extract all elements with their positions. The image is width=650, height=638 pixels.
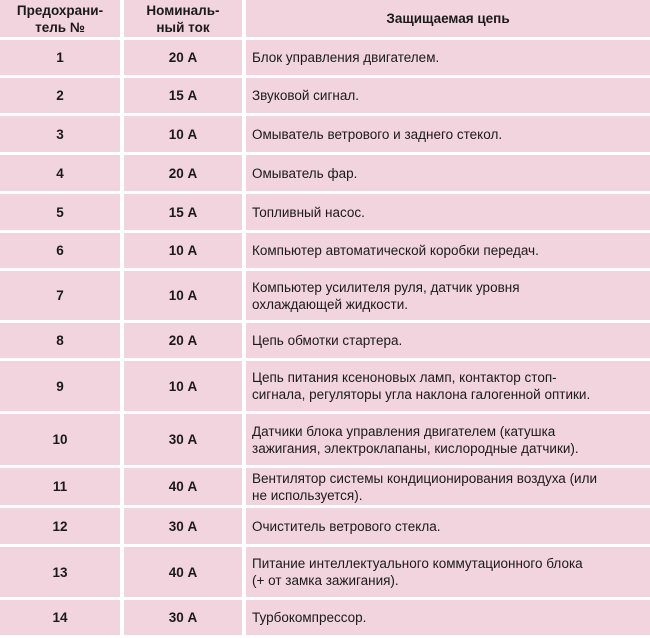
fuse-rating-cell: 40 А — [124, 468, 242, 505]
fuse-number-cell: 7 — [0, 271, 120, 320]
header-fuse-number — [0, 0, 120, 37]
table-row — [0, 414, 650, 465]
circuit-line-1: Цепь обмотки стартера. — [252, 333, 403, 348]
circuit-line-1: Датчики блока управления двигателем (катушка — [252, 423, 556, 439]
circuit-line-2: (+ от замка зажигания). — [252, 573, 399, 588]
fuse-rating-cell: 10 А — [124, 361, 242, 411]
header-fuse-number-line1: Предохрани- — [16, 2, 104, 18]
header-rating-line2: ный ток — [156, 19, 210, 35]
fuse-number-cell: 8 — [0, 323, 120, 358]
table-row — [0, 323, 650, 358]
header-rating — [124, 0, 242, 37]
table-row — [0, 116, 650, 152]
table-row — [0, 600, 650, 635]
fuse-rating-cell: 10 А — [124, 116, 242, 152]
circuit-line-1: Компьютер усилителя руля, датчик уровня — [252, 279, 520, 295]
fuse-rating-cell: 10 А — [124, 271, 242, 320]
fuse-rating-cell: 10 А — [124, 233, 242, 268]
circuit-line-1: Очиститель ветрового стекла. — [252, 518, 441, 534]
fuse-number-cell: 12 — [0, 508, 120, 544]
table-row — [0, 78, 650, 113]
circuit-line-2: не используется). — [252, 487, 363, 503]
protected-circuit-cell — [246, 194, 650, 230]
table-row — [0, 194, 650, 230]
protected-circuit-cell — [246, 233, 650, 268]
fuse-number-cell: 10 — [0, 414, 120, 465]
table-row — [0, 468, 650, 505]
circuit-line-2: охлаждающей жидкости. — [252, 296, 409, 312]
header-rating-line1: Номиналь- — [146, 2, 220, 18]
table-row — [0, 155, 650, 191]
protected-circuit-cell — [246, 40, 650, 75]
table-row — [0, 361, 650, 411]
fuse-rating-cell: 15 А — [124, 78, 242, 113]
circuit-line-1: Питание интеллектуального коммутационного блока — [252, 556, 583, 571]
protected-circuit-cell — [246, 323, 650, 358]
protected-circuit-cell — [246, 414, 650, 465]
fuse-number-cell: 2 — [0, 78, 120, 113]
circuit-line-1: Цепь питания ксеноновых ламп, контактор стоп- — [252, 370, 557, 385]
circuit-line-1: Омыватель фар. — [252, 165, 358, 181]
protected-circuit-cell — [246, 78, 650, 113]
fuse-number-cell: 9 — [0, 361, 120, 411]
table-row — [0, 547, 650, 597]
fuse-number-cell: 1 — [0, 40, 120, 75]
circuit-line-1: Звуковой сигнал. — [252, 88, 359, 103]
protected-circuit-cell — [246, 116, 650, 152]
header-fuse-number-line2: тель № — [35, 19, 85, 35]
protected-circuit-cell — [246, 508, 650, 544]
fuse-rating-cell: 30 А — [124, 508, 242, 544]
protected-circuit-cell — [246, 600, 650, 635]
fuse-rating-cell: 20 А — [124, 323, 242, 358]
fuse-number-cell: 14 — [0, 600, 120, 635]
table-row — [0, 271, 650, 320]
fuse-rating-cell: 20 А — [124, 40, 242, 75]
fuse-rating-cell: 30 А — [124, 414, 242, 465]
fuse-number-cell: 5 — [0, 194, 120, 230]
fuse-number-cell: 6 — [0, 233, 120, 268]
protected-circuit-cell — [246, 271, 650, 320]
circuit-line-1: Вентилятор системы кондиционирования воздуха (или — [252, 470, 598, 486]
fuse-rating-cell: 40 А — [124, 547, 242, 597]
fuse-rating-cell: 20 А — [124, 155, 242, 191]
protected-circuit-cell — [246, 155, 650, 191]
fuse-number-cell: 13 — [0, 547, 120, 597]
circuit-line-2: сигнала, регуляторы угла наклона галогенной оптики. — [252, 387, 591, 402]
circuit-line-1: Компьютер автоматической коробки передач. — [252, 243, 539, 258]
protected-circuit-cell — [246, 547, 650, 597]
circuit-line-1: Блок управления двигателем. — [252, 50, 440, 65]
circuit-line-1: Турбокомпрессор. — [252, 610, 367, 625]
table-row — [0, 508, 650, 544]
fuse-rating-cell: 30 А — [124, 600, 242, 635]
table-row — [0, 233, 650, 268]
table-row — [0, 40, 650, 75]
protected-circuit-cell — [246, 468, 650, 505]
header-circuit: Защищаемая цепь — [246, 0, 650, 37]
circuit-line-2: зажигания, электроклапаны, кислородные датчики). — [252, 440, 579, 456]
protected-circuit-cell — [246, 361, 650, 411]
fuse-number-cell: 3 — [0, 116, 120, 152]
fuse-rating-cell: 15 А — [124, 194, 242, 230]
circuit-line-1: Топливный насос. — [252, 204, 365, 220]
fuse-number-cell: 11 — [0, 468, 120, 505]
header-row — [0, 0, 650, 37]
circuit-line-1: Омыватель ветрового и заднего стекол. — [252, 126, 503, 142]
fuse-number-cell: 4 — [0, 155, 120, 191]
